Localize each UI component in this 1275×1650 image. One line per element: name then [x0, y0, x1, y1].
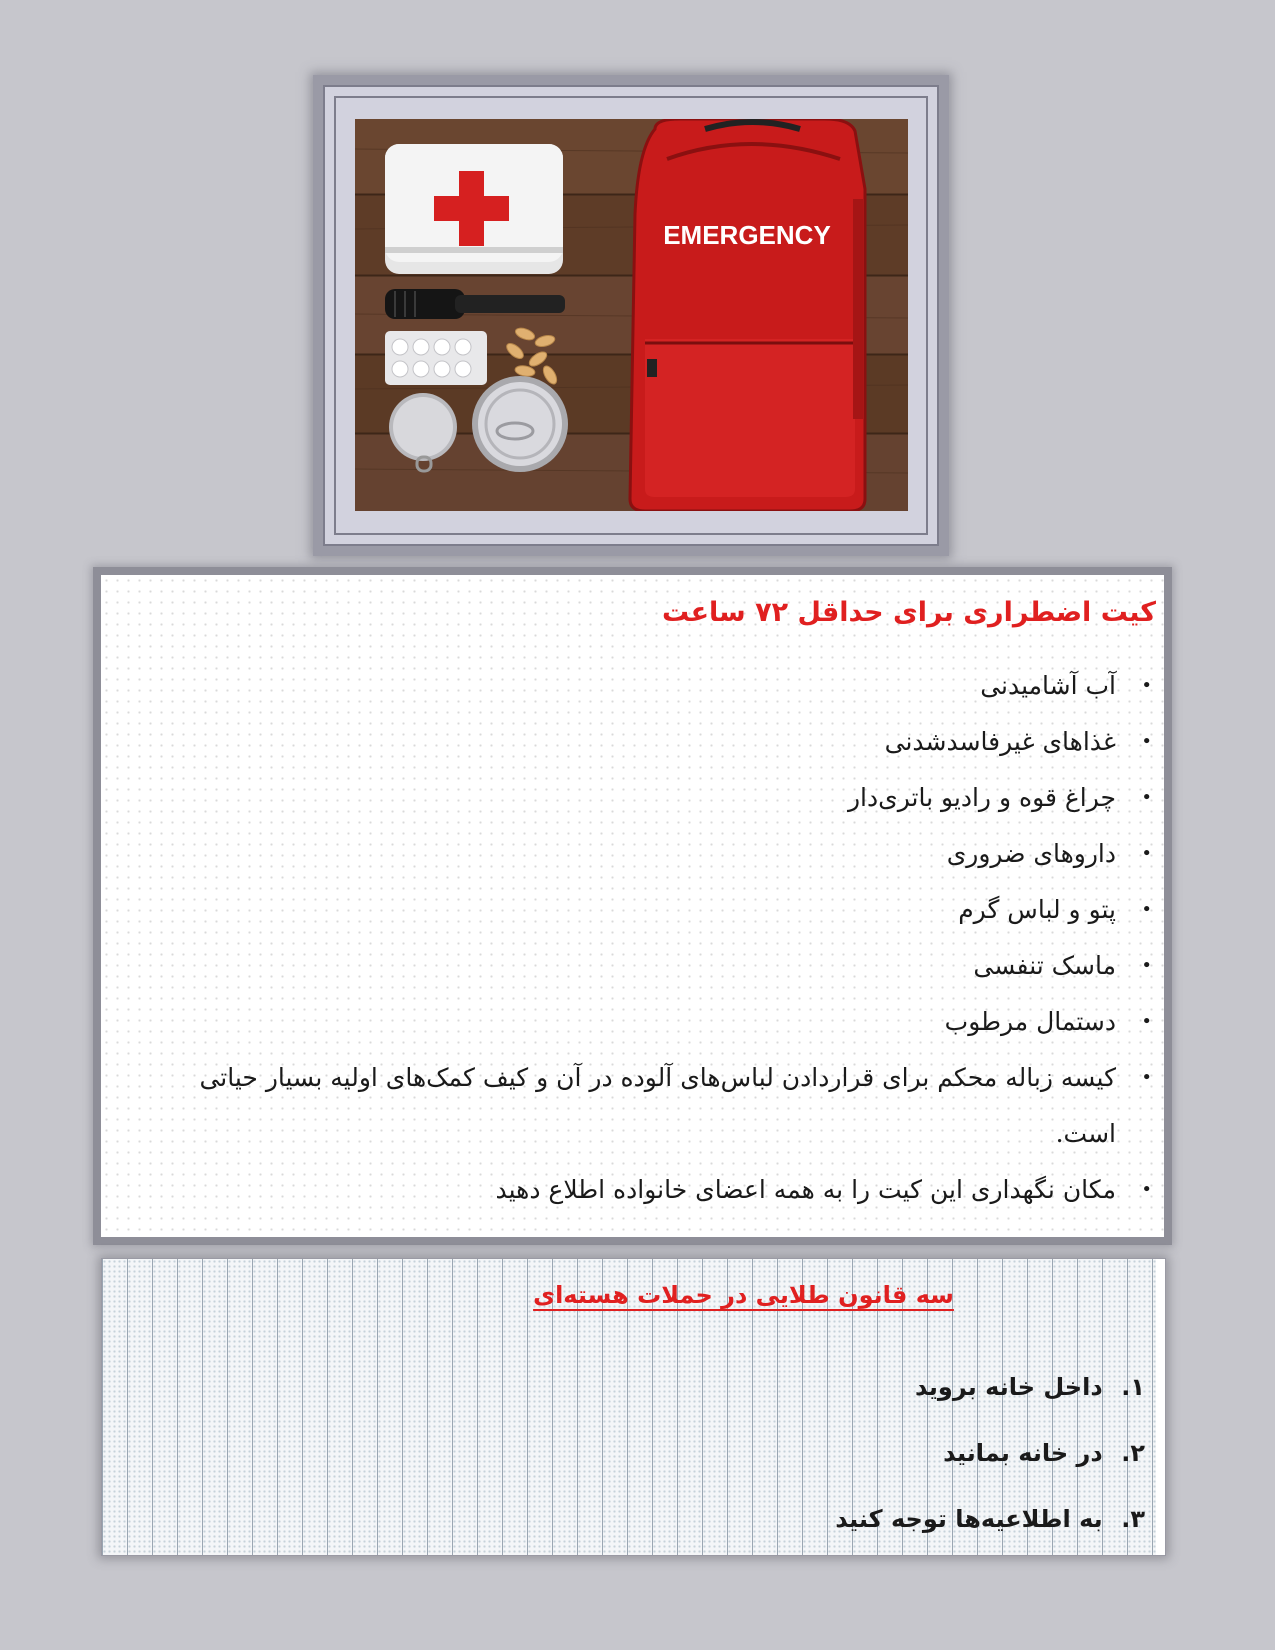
kit-title: کیت اضطراری برای حداقل ۷۲ ساعت — [661, 597, 1156, 628]
bullet-icon: • — [1141, 787, 1152, 808]
list-number: ۱. — [1121, 1373, 1145, 1401]
rule-text: در خانه بمانید — [943, 1439, 1103, 1467]
bullet-icon: • — [1141, 899, 1152, 920]
list-item: • چراغ قوه و رادیو باتری‌دار — [136, 770, 1156, 826]
rule-text: داخل خانه بروید — [915, 1373, 1103, 1401]
list-number: ۲. — [1121, 1439, 1145, 1467]
bullet-icon: • — [1141, 843, 1152, 864]
list-item: • کیسه زباله محکم برای قراردادن لباس‌های آلوده در آن و کیف کمک‌های اولیه بسیار حیاتی است. — [136, 1050, 1156, 1162]
backpack-label: EMERGENCY — [663, 220, 831, 250]
bullet-icon: • — [1141, 1011, 1152, 1032]
bullet-icon: • — [1141, 731, 1152, 752]
rule-text: به اطلاعیه‌ها توجه کنید — [835, 1505, 1103, 1533]
list-item: • دستمال مرطوب — [136, 994, 1156, 1050]
list-item — [835, 1486, 1145, 1552]
bullet-icon: • — [1141, 955, 1152, 976]
list-item: • غذاهای غیرفاسدشدنی — [136, 714, 1156, 770]
list-item — [835, 1354, 1145, 1420]
list-number: ۳. — [1121, 1505, 1145, 1533]
list-item: • آب آشامیدنی — [136, 658, 1156, 714]
list-item — [835, 1420, 1145, 1486]
bullet-icon: • — [1141, 1067, 1152, 1088]
rules-list — [835, 1354, 1145, 1552]
bullet-icon: • — [1141, 1179, 1152, 1200]
list-item: • مکان نگهداری این کیت را به همه اعضای خانواده اطلاع دهید — [136, 1162, 1156, 1218]
emergency-kit-photo — [355, 119, 908, 511]
golden-rules-panel — [101, 1258, 1166, 1556]
emergency-kit-panel — [93, 567, 1172, 1245]
image-frame — [313, 75, 949, 556]
list-item: • داروهای ضروری — [136, 826, 1156, 882]
kit-list — [136, 658, 1156, 1218]
bullet-icon: • — [1141, 675, 1152, 696]
list-item: • پتو و لباس گرم — [136, 882, 1156, 938]
list-item: • ماسک تنفسی — [136, 938, 1156, 994]
rules-title: سه قانون طلایی در حملات هسته‌ای — [533, 1281, 954, 1309]
